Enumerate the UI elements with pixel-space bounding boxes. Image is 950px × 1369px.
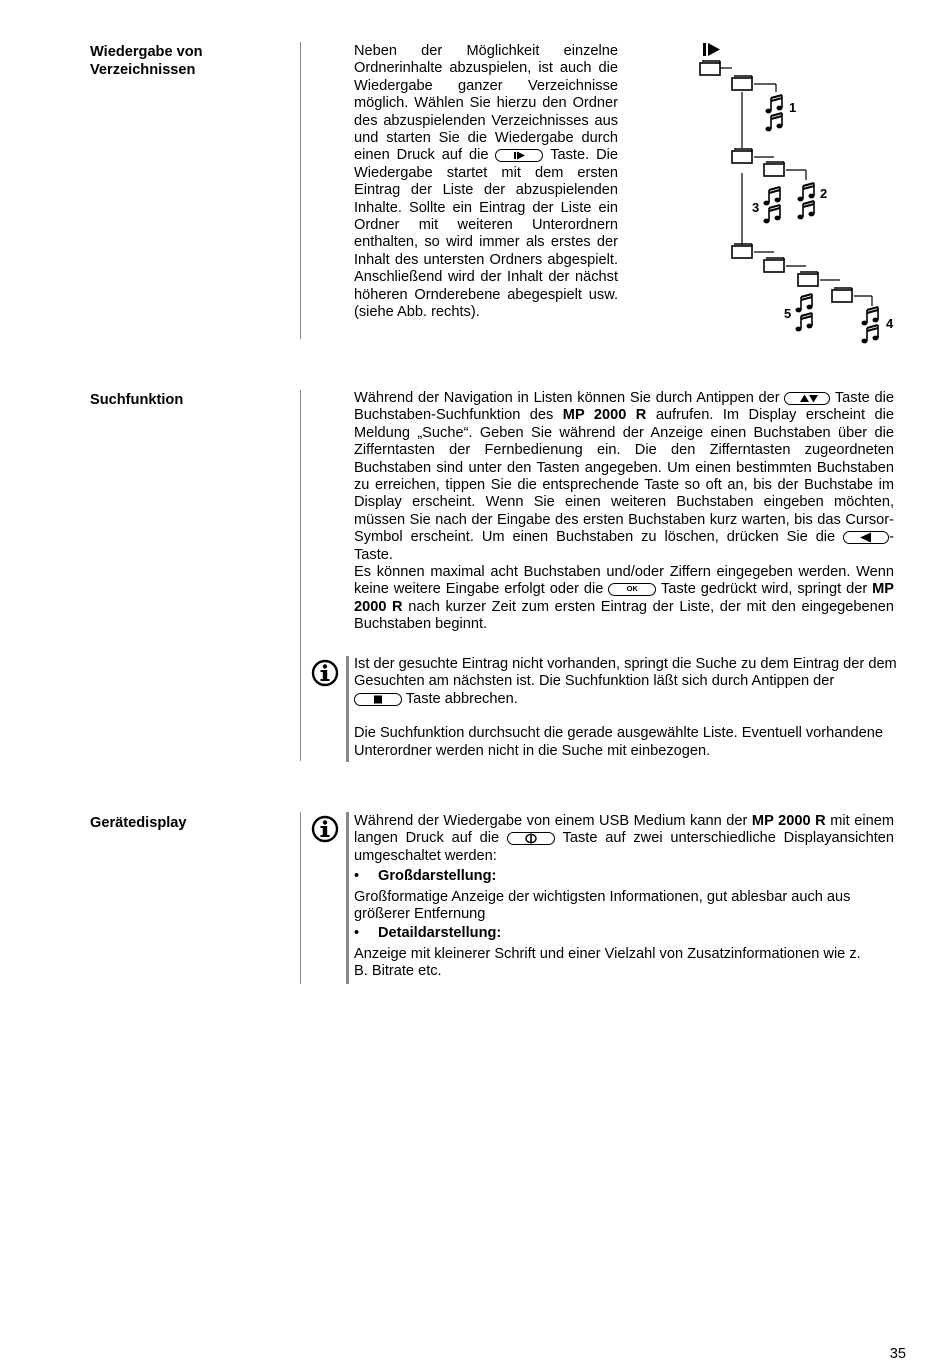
wiedergabe-text-a: Neben der Möglichkeit einzelne Ordnerinhalte abzuspielen, ist auch die Wiedergabe ganzer Verzeichnisse möglich. Wählen Sie hierzu den Ordner des abzuspielenden Verzeichnisses aus und starten Sie die Wiedergabe durch einen Druck auf die — [354, 43, 618, 164]
diagram-play-icon — [708, 43, 720, 56]
play-pause-button-icon — [495, 149, 543, 162]
up-down-button-icon — [784, 392, 830, 405]
stop-button-icon — [354, 693, 402, 706]
diagram-label-5: 5 — [784, 306, 792, 321]
bullet-dot-2: • — [354, 925, 360, 942]
left-arrow-button-icon — [843, 531, 889, 544]
section-divider-1 — [300, 42, 301, 339]
display-button-icon — [507, 832, 555, 845]
such-text-a: Während der Navigation in Listen können Sie durch Antippen der — [354, 390, 780, 406]
diagram-label-3: 3 — [752, 200, 760, 215]
diagram-label-1: 1 — [789, 100, 797, 115]
info1-text-b: Taste abbrechen. — [405, 690, 518, 707]
such-brand-2: MP 2000 R — [354, 581, 894, 615]
wiedergabe-text-b: Taste. Die Wiedergabe startet mit dem ersten Eintrag der Liste der abzuspielenden Inhalte. Sollte ein Eintrag der Liste ein Ordner mit weiteren Unterordnern enthalten, so wird immer als erstes der Inhalt des untersten Ordners abgespielt. Anschließend wird der Inhalt der nächst höheren Ornderebene abegespielt usw. (siehe Abb. rechts). — [354, 147, 619, 321]
bullet-dot: • — [354, 868, 360, 885]
display-text-c: Taste auf zwei unterschiedliche Displayansichten umgeschaltet werden: — [354, 830, 894, 864]
display-text-a: Während der Wiedergabe von einem USB Medium kann der — [354, 813, 748, 829]
heading-line-2: Verzeichnissen — [90, 62, 196, 78]
section-divider-2 — [300, 390, 301, 761]
such-text-b: Taste die Buchstaben-Suchfunktion des — [354, 390, 894, 424]
page-number: 35 — [889, 1346, 906, 1362]
wiedergabe-paragraph — [354, 43, 618, 322]
info-box-bar-1 — [346, 656, 349, 762]
bullet-detaildarstellung — [354, 925, 894, 942]
bullet1-title: Großdarstellung: — [378, 868, 497, 885]
info-box-1 — [354, 656, 899, 760]
such-text-d: -Taste. — [354, 529, 894, 563]
suchfunktion-paragraph-1 — [354, 390, 894, 634]
bullet-grossdarstellung — [354, 868, 894, 885]
ok-button-icon — [608, 583, 656, 596]
section-heading-geraetedisplay: Gerätedisplay — [90, 815, 187, 831]
info-icon-2 — [311, 815, 339, 843]
heading-line-1: Wiedergabe von — [90, 44, 203, 60]
info-icon — [311, 659, 339, 687]
such-text-p2b: Taste gedrückt wird, springt der — [660, 581, 868, 598]
bullet1-text: Großformatige Anzeige der wichtigsten Informationen, gut ablesbar auch aus größerer Entfernung — [354, 888, 851, 923]
folder-tree-diagram — [698, 40, 903, 345]
info-box-bar-2 — [346, 812, 349, 984]
diagram-pause-bar-icon — [703, 43, 706, 56]
diagram-label-2: 2 — [820, 186, 828, 201]
info1-text-a: Ist der gesuchte Eintrag nicht vorhanden, springt die Suche zu dem Eintrag der dem Gesuchten am nächsten ist. Die Suchfunktion läßt sich durch Antippen der — [354, 656, 897, 690]
section-divider-3 — [300, 812, 301, 984]
ok-button-label: OK — [626, 584, 638, 594]
display-text-b: mit einem langen Druck auf die — [354, 813, 894, 847]
such-brand-1: MP 2000 R — [562, 407, 647, 424]
info2-text: Die Suchfunktion durchsucht die gerade ausgewählte Liste. Eventuell vorhandene Unterordner werden nicht in die Suche mit einbezogen. — [354, 725, 883, 759]
geraetedisplay-paragraph — [354, 813, 894, 981]
bullet2-text: Anzeige mit kleinerer Schrift und einer Vielzahl von Zusatzinformationen wie z. B. Bitrate etc. — [354, 945, 861, 980]
section-heading-wiedergabe — [90, 43, 290, 79]
display-brand: MP 2000 R — [751, 813, 826, 829]
bullet2-title: Detaildarstellung: — [378, 925, 502, 942]
such-text-p2a: Es können maximal acht Buchstaben und/oder Ziffern eingegeben werden. Wenn keine weitere Eingabe erfolgt oder die — [354, 564, 894, 598]
section-heading-suchfunktion: Suchfunktion — [90, 392, 184, 408]
such-text-c: aufrufen. Im Display erscheint die Meldung „Suche“. Geben Sie während der Anzeige einen Buchstaben über die Zifferntasten der Fernbedienung ein. Die den Zifferntasten zugeordneten Buchstaben sind unter den Tasten angegeben. Um einen bestimmten Buchstaben zu erreichen, tippen Sie die entsprechende Taste so oft an, bis der Buchstabe im Display erscheint. Wenn Sie einen weiteren Buchstaben eingeben möchten, müssen Sie nach der Eingabe des ersten Buchstaben kurz warten, bis das Cursor-Symbol erscheint. Um einen Buchstaben zu löschen, drücken Sie die — [354, 407, 895, 546]
diagram-label-4: 4 — [886, 316, 894, 331]
such-text-p2c: nach kurzer Zeit zum ersten Eintrag der Liste, der mit den eingegebenen Buchstaben beginnt. — [354, 598, 894, 633]
